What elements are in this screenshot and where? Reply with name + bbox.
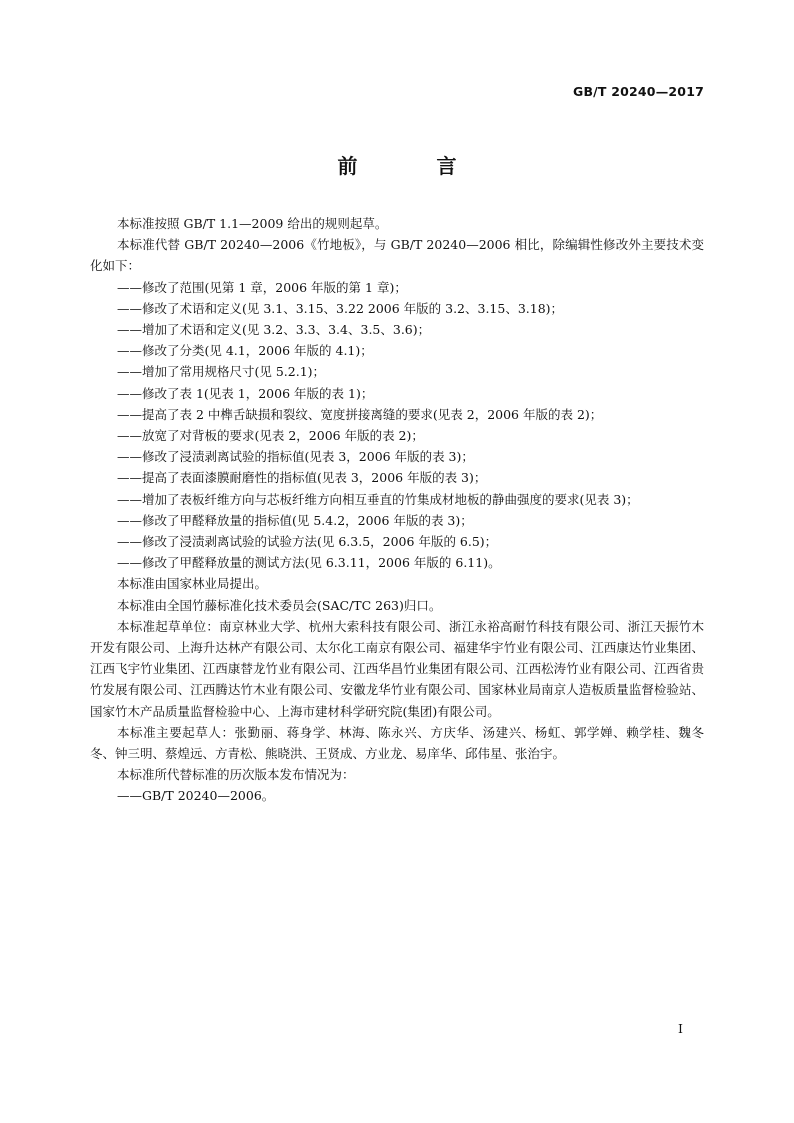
change-item: ——增加了常用规格尺寸(见 5.2.1)； (117, 364, 326, 380)
drafting-units-paragraph: 本标准起草单位：南京林业大学、杭州大索科技有限公司、浙江永裕高耐竹科技有限公司、浙江天振竹木开发有限公司、上海升达林产有限公司、太尔化工南京有限公司、福建华宇竹业有限公司、江西康达竹业集团、江西飞宇竹业集团、江西康替龙竹业有限公司、江西华昌竹业集团有限公司、江西松涛竹业有限公司、江西省贵竹发展有限公司、江西腾达竹木业有限公司、安徽龙华竹业有限公司、国家林业局南京人造板质量监督检验站、国家竹木产品质量监督检验中心、上海市建材科学研究院(集团)有限公司。 (90, 618, 704, 719)
page-number: I (678, 1021, 683, 1036)
change-item: ——增加了术语和定义(见 3.2、3.3、3.4、3.5、3.6)； (117, 322, 431, 338)
change-item: ——修改了术语和定义(见 3.1、3.15、3.22 2006 年版的 3.2、3.15、3.18)； (117, 300, 564, 316)
intro-paragraph-1: 本标准按照 GB/T 1.1—2009 给出的规则起草。 (117, 216, 388, 231)
foreword-body (90, 213, 704, 807)
change-item: ——修改了范围(见第 1 章，2006 年版的第 1 章)； (117, 279, 407, 295)
managed-by-paragraph: 本标准由全国竹藤标准化技术委员会(SAC/TC 263)归口。 (117, 597, 442, 613)
change-item: ——修改了甲醛释放量的指标值(见 5.4.2，2006 年版的表 3)； (117, 512, 473, 528)
change-item: ——修改了甲醛释放量的测试方法(见 6.3.11，2006 年版的 6.11)。 (117, 555, 501, 571)
changes-list (90, 277, 704, 574)
history-intro-paragraph: 本标准所代替标准的历次版本发布情况为： (117, 767, 355, 783)
page-title: 前 言 (337, 154, 493, 178)
change-item: ——增加了表板纤维方向与芯板纤维方向相互垂直的竹集成材地板的静曲强度的要求(见表 3)； (117, 491, 639, 507)
change-item: ——提高了表面漆膜耐磨性的指标值(见表 3，2006 年版的表 3)； (117, 470, 487, 486)
change-item: ——放宽了对背板的要求(见表 2，2006 年版的表 2)； (117, 428, 424, 444)
history-item: ——GB/T 20240—2006。 (117, 788, 275, 804)
change-item: ——修改了浸渍剥离试验的试验方法(见 6.3.5，2006 年版的 6.5)； (117, 534, 498, 550)
drafters-paragraph: 本标准主要起草人：张勤丽、蒋身学、林海、陈永兴、方庆华、汤建兴、杨虹、郭学婵、赖学桂、魏冬冬、钟三明、蔡煌远、方青松、熊晓洪、王贤成、方业龙、易庠华、邱伟星、张治宇。 (90, 724, 704, 762)
change-item: ——修改了浸渍剥离试验的指标值(见表 3，2006 年版的表 3)； (117, 449, 474, 465)
standard-number: GB/T 20240—2017 (572, 84, 704, 99)
change-item: ——提高了表 2 中榫舌缺损和裂纹、宽度拼接离缝的要求(见表 2，2006 年版的表 2)； (117, 406, 603, 422)
change-item: ——修改了表 1(见表 1，2006 年版的表 1)； (117, 385, 374, 401)
proposed-by-paragraph: 本标准由国家林业局提出。 (117, 576, 268, 592)
intro-paragraph-2: 本标准代替 GB/T 20240—2006《竹地板》，与 GB/T 20240—2006 相比，除编辑性修改外主要技术变化如下： (90, 237, 704, 274)
change-item: ——修改了分类(见 4.1，2006 年版的 4.1)； (117, 343, 373, 359)
